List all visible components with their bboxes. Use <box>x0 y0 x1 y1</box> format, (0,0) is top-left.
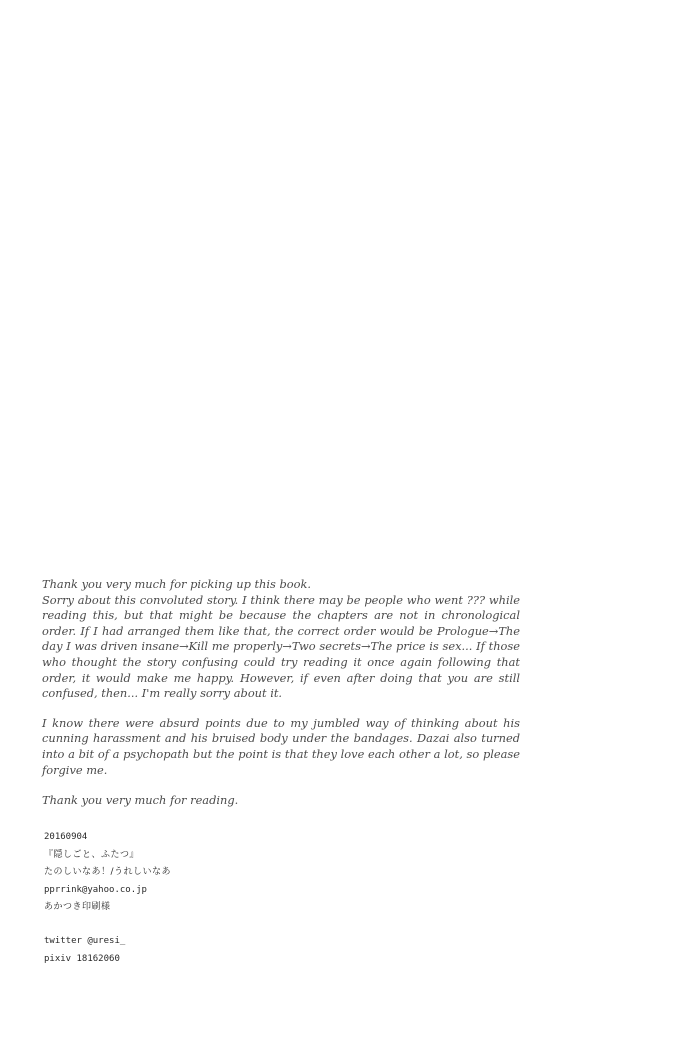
colophon-pixiv: pixiv 18162060 <box>44 953 120 964</box>
colophon <box>44 829 344 968</box>
colophon-circle: たのしいなあ！/うれしいなあ <box>44 867 172 878</box>
colophon-title: 『隠しごと、ふたつ』 <box>44 849 140 860</box>
colophon-twitter: twitter @uresi_ <box>44 935 126 946</box>
colophon-email: pprrink@yahoo.co.jp <box>44 884 147 895</box>
afterword-text <box>42 577 520 809</box>
colophon-date: 20160904 <box>44 832 88 842</box>
colophon-printer: あかつき印刷様 <box>44 902 111 913</box>
colophon-spacer <box>44 917 344 933</box>
afterword-thanks-opening: Thank you very much for picking up this book. <box>42 577 312 591</box>
afterword-thanks-closing: Thank you very much for reading. <box>42 793 239 808</box>
afterword-paragraph-1: Sorry about this convoluted story. I think there may be people who went ??? while reading this, but that might be because the chapters are not in chronological order. If I had arranged them like that, the correct order would be Prologue→The day I was driven insane→Kill me properly→Two secrets→The price is sex... If those who thought the story confusing could try reading it once again following that order, it would make me happy. However, if even after doing that you are still confused, then... I'm really sorry about it. <box>42 592 520 701</box>
afterword-paragraph-2: I know there were absurd points due to my jumbled way of thinking about his cunning harassment and his bruised body under the bandages. Dazai also turned into a bit of a psychopath but the point is that they love each other a lot, so please forgive me. <box>42 715 520 777</box>
